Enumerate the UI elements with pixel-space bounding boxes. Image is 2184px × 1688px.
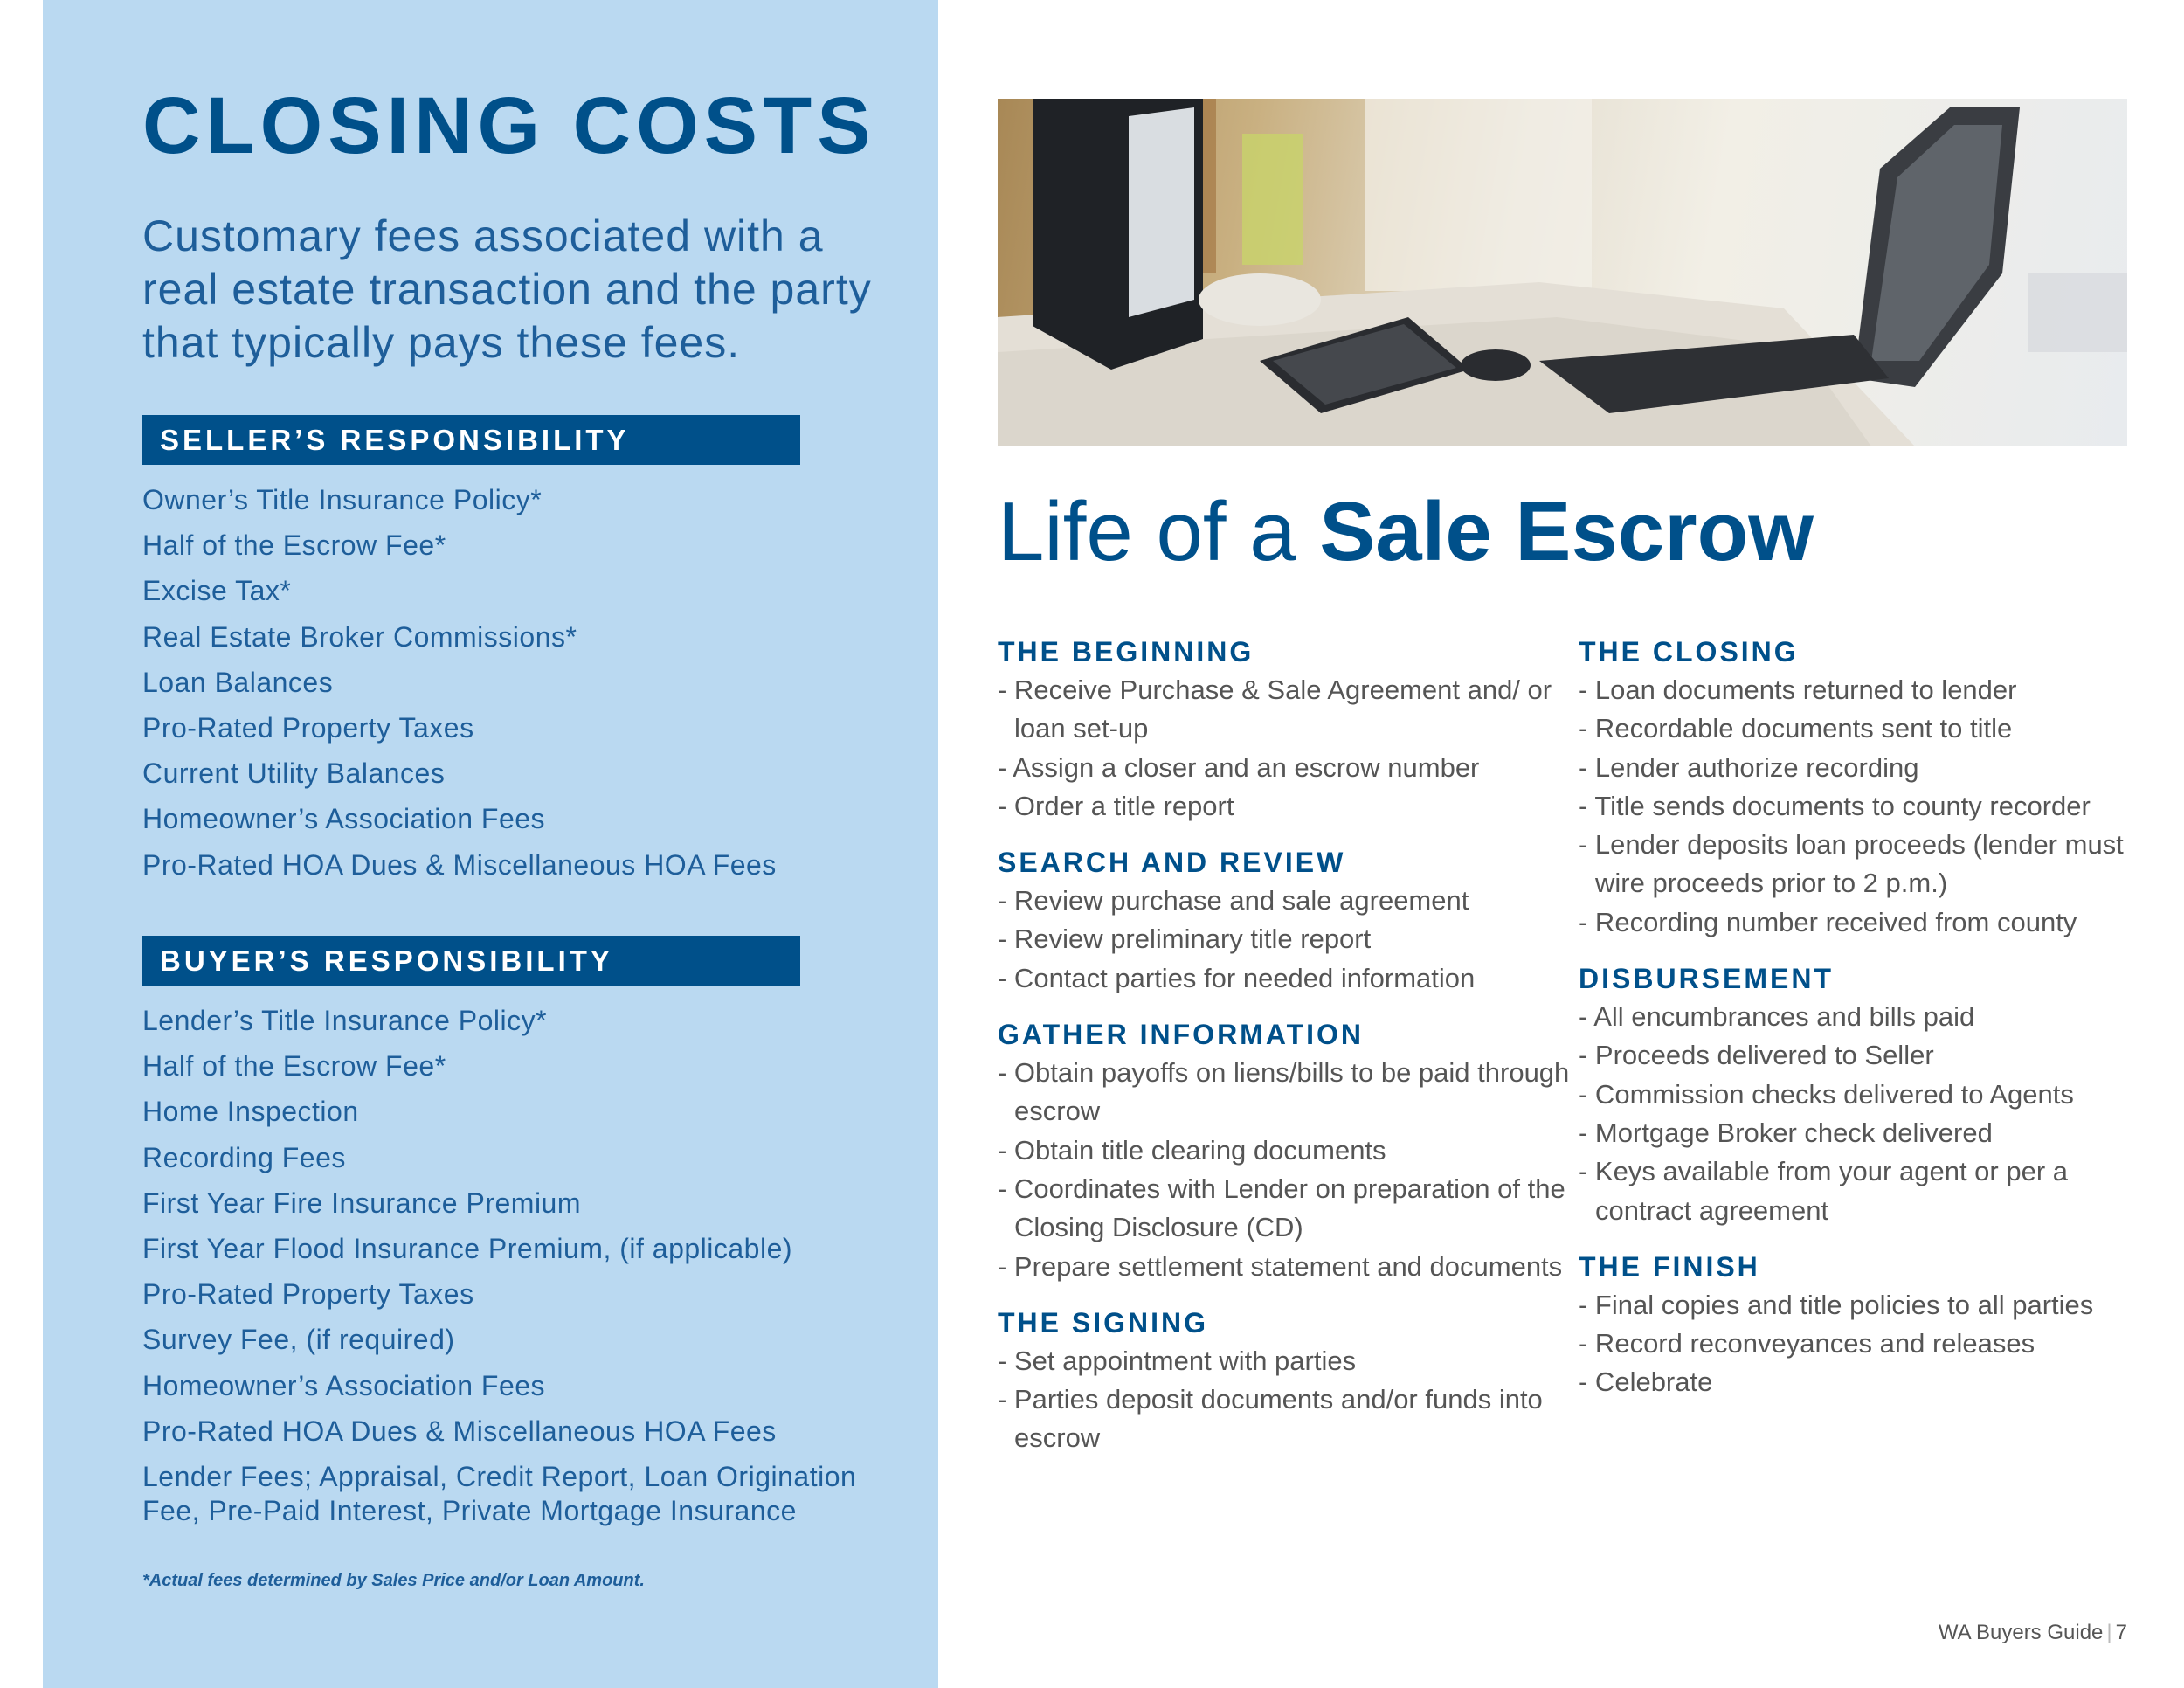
escrow-step-item: - Contact parties for needed information — [998, 962, 1476, 993]
escrow-step-list — [998, 882, 1574, 998]
footer-separator: | — [2106, 1621, 2112, 1644]
buyer-item: Homeowner’s Association Fees — [142, 1369, 546, 1401]
escrow-step-item: - Assign a closer and an escrow number — [998, 751, 1480, 783]
escrow-step-item: - Commission checks delivered to Agents — [1579, 1078, 2074, 1110]
office-desk-illustration — [998, 99, 2127, 446]
buyer-item: Lender Fees; Appraisal, Credit Report, Loan Origination Fee, Pre-Paid Interest, Private Mortgage Insurance — [142, 1460, 857, 1526]
escrow-step-item: - Record reconveyances and releases — [1579, 1328, 2035, 1359]
buyer-item: Home Inspection — [142, 1096, 359, 1128]
escrow-step-item: - Obtain payoffs on liens/bills to be paid through escrow — [998, 1057, 1570, 1127]
office-desk-photo — [998, 99, 2127, 446]
escrow-step-item: - Coordinates with Lender on preparation of the Closing Disclosure (CD) — [998, 1173, 1565, 1243]
escrow-step-list — [998, 1342, 1574, 1458]
escrow-step-item: - Recording number received from county — [1579, 906, 2077, 937]
escrow-step — [1579, 633, 2129, 942]
seller-item: Current Utility Balances — [142, 758, 446, 790]
buyer-item: Half of the Escrow Fee* — [142, 1050, 446, 1083]
escrow-step-title: GATHER INFORMATION — [998, 1019, 1364, 1051]
escrow-step-item: - Parties deposit documents and/or funds into escrow — [998, 1384, 1543, 1454]
escrow-step-item: - Title sends documents to county recorder — [1579, 790, 2091, 821]
escrow-step-title: SEARCH AND REVIEW — [998, 847, 1346, 879]
escrow-step-item: - Keys available from your agent or per a contract agreement — [1579, 1156, 2068, 1226]
seller-item: Pro-Rated HOA Dues & Miscellaneous HOA Fees — [142, 848, 777, 881]
escrow-step-list — [1579, 671, 2129, 942]
seller-item: Owner’s Title Insurance Policy* — [142, 484, 543, 515]
heading-light: Life of a — [998, 485, 1296, 578]
escrow-step — [998, 843, 1574, 998]
escrow-step-item: - Prepare settlement statement and documents — [998, 1250, 1563, 1282]
escrow-step-title: THE SIGNING — [998, 1306, 1209, 1339]
escrow-step-item: - Proceeds delivered to Seller — [1579, 1040, 1934, 1071]
escrow-steps-left-column — [998, 633, 1574, 1476]
seller-item: Real Estate Broker Commissions* — [142, 620, 577, 653]
fees-footnote: *Actual fees determined by Sales Price and/or Loan Amount. — [142, 1571, 645, 1590]
escrow-step-item: - Recordable documents sent to title — [1579, 713, 2013, 744]
buyer-item: First Year Flood Insurance Premium, (if applicable) — [142, 1232, 793, 1264]
seller-item: Excise Tax* — [142, 575, 292, 607]
escrow-step-item: - Receive Purchase & Sale Agreement and/ or loan set-up — [998, 675, 1552, 744]
escrow-step-item: - All encumbrances and bills paid — [1579, 1001, 1975, 1033]
escrow-step — [998, 1304, 1574, 1458]
seller-item: Loan Balances — [142, 666, 334, 698]
buyer-item: Pro-Rated Property Taxes — [142, 1278, 474, 1311]
seller-item: Pro-Rated Property Taxes — [142, 711, 474, 744]
seller-responsibility-list — [142, 480, 911, 890]
escrow-step — [998, 633, 1574, 826]
escrow-step-item: - Lender deposits loan proceeds (lender must wire proceeds prior to 2 p.m.) — [1579, 829, 2124, 899]
buyer-item: Pro-Rated HOA Dues & Miscellaneous HOA Fees — [142, 1415, 777, 1447]
escrow-step-title: THE FINISH — [1579, 1250, 1760, 1283]
closing-costs-subtitle: Customary fees associated with a real estate transaction and the party that typically pays these fees. — [142, 211, 872, 367]
life-of-sale-escrow-heading — [998, 486, 1814, 578]
escrow-step-item: - Loan documents returned to lender — [1579, 675, 2017, 705]
escrow-step-list — [998, 1054, 1574, 1286]
page-footer — [1939, 1621, 2127, 1645]
escrow-step-title: THE BEGINNING — [998, 636, 1254, 668]
escrow-step-item: - Lender authorize recording — [1579, 751, 1919, 783]
escrow-step-item: - Order a title report — [998, 790, 1234, 821]
escrow-step-item: - Review preliminary title report — [998, 924, 1372, 955]
seller-item: Homeowner’s Association Fees — [142, 803, 546, 835]
escrow-step-list — [998, 671, 1574, 826]
escrow-step-item: - Celebrate — [1579, 1366, 1713, 1398]
escrow-step-item: - Review purchase and sale agreement — [998, 885, 1469, 917]
seller-item: Half of the Escrow Fee* — [142, 529, 446, 562]
escrow-step-item: - Mortgage Broker check delivered — [1579, 1117, 1993, 1148]
escrow-step-title: DISBURSEMENT — [1579, 963, 1835, 995]
escrow-step-list — [1579, 1286, 2129, 1402]
buyer-responsibility-list — [142, 1000, 911, 1528]
buyer-item: Survey Fee, (if required) — [142, 1324, 455, 1356]
escrow-step — [998, 1015, 1574, 1286]
heading-bold: Sale Escrow — [1319, 485, 1814, 578]
escrow-step-title: THE CLOSING — [1579, 636, 1799, 668]
escrow-step-item: - Obtain title clearing documents — [998, 1134, 1386, 1166]
escrow-step — [1579, 959, 2129, 1230]
escrow-step-list — [1579, 998, 2129, 1230]
closing-costs-title: CLOSING COSTS — [142, 81, 876, 170]
seller-responsibility-heading: SELLER’S RESPONSIBILITY — [142, 415, 800, 465]
page-number: 7 — [2115, 1621, 2127, 1644]
buyer-item: Lender’s Title Insurance Policy* — [142, 1005, 548, 1036]
escrow-step-item: - Final copies and title policies to all parties — [1579, 1289, 2094, 1320]
escrow-step — [1579, 1248, 2129, 1402]
escrow-step-item: - Set appointment with parties — [998, 1345, 1357, 1376]
buyer-item: First Year Fire Insurance Premium — [142, 1186, 581, 1219]
buyer-item: Recording Fees — [142, 1141, 346, 1173]
guide-name: WA Buyers Guide — [1938, 1621, 2104, 1644]
escrow-steps-right-column — [1579, 633, 2129, 1420]
buyer-responsibility-heading: BUYER’S RESPONSIBILITY — [142, 936, 800, 986]
